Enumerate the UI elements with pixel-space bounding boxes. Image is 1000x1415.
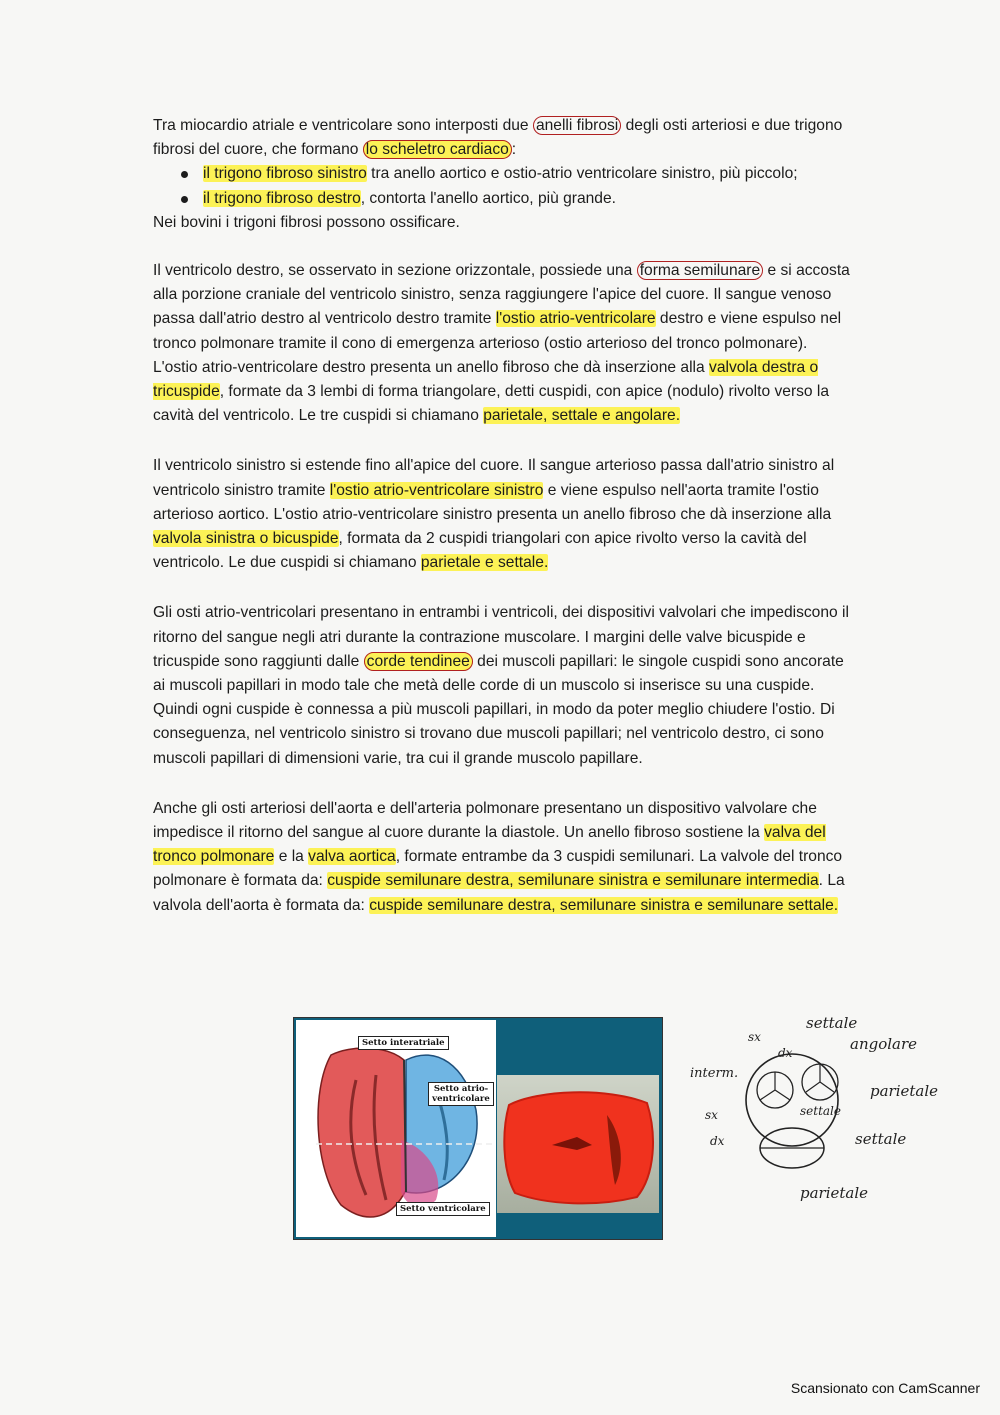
heart-illustration bbox=[296, 1020, 496, 1237]
label-setto-ventricolare: Setto ventricolare bbox=[396, 1202, 490, 1216]
heart-photo bbox=[497, 1075, 659, 1213]
sketch-label-interm: interm. bbox=[690, 1066, 739, 1081]
bullet-list bbox=[153, 162, 853, 210]
scanner-watermark: Scansionato con CamScanner bbox=[790, 1380, 980, 1396]
paragraph-osti-arteriosi: Anche gli osti arteriosi dell'aorta e dell'arteria polmonare presentano un dispositivo valvolare che impedisce il ritorno del sangue al cuore durante la diastole. Un anello fibroso sostiene la valva del tronco polmonare e la valva aortica, formate entrambe da 3 cuspidi semilunari. La valvole del tronco polmonare è formata da: cuspide semilunare destra, semilunare sinistra e semilunare intermedia. La valvola dell'aorta è formata da: cuspide semilunare destra, semilunare sinistra e semilunare settale. bbox=[153, 799, 845, 914]
term-trigono-destro: il trigono fibroso destro bbox=[203, 189, 361, 207]
term-trigono-sinistro: il trigono fibroso sinistro bbox=[203, 165, 367, 183]
sketch-label-settale-small: settale bbox=[800, 1104, 841, 1118]
sketch-label-angolare: angolare bbox=[850, 1035, 918, 1053]
list-item: il trigono fibroso destro, contorta l'anello aortico, più grande. bbox=[181, 187, 853, 211]
heart-section-photo bbox=[497, 1075, 659, 1213]
sketch-label-settale-top: settale bbox=[806, 1014, 858, 1032]
sketch-label-sx-left: sx bbox=[705, 1108, 718, 1122]
document-text bbox=[153, 114, 853, 944]
sketch-label-parietale-bottom: parietale bbox=[800, 1184, 869, 1202]
paragraph-skeleton: Tra miocardio atriale e ventricolare sono interposti due anelli fibrosi degli osti arteriosi e due trigono fibrosi del cuore, che formano lo scheletro cardiaco : bbox=[153, 117, 843, 159]
term-scheletro-cardiaco: lo scheletro cardiaco bbox=[363, 140, 512, 159]
list-item: il trigono fibroso sinistro tra anello aortico e ostio-atrio ventricolare sinistro, più piccolo; bbox=[181, 162, 853, 186]
term-anelli-fibrosi: anelli fibrosi bbox=[533, 116, 621, 135]
sketch-label-dx-left: dx bbox=[710, 1134, 725, 1148]
heart-figure bbox=[293, 1017, 663, 1240]
sketch-label-sx-top: sx bbox=[748, 1030, 761, 1044]
paragraph-ventricolo-sinistro: Il ventricolo sinistro si estende fino all'apice del cuore. Il sangue arterioso passa dall'atrio sinistro al ventricolo sinistro tramite l'ostio atrio-ventricolare sinistro e viene espulso nell'aorta tramite l'ostio arterioso aortico. L'ostio atrio-ventricolare sinistro presenta un anello fibroso che dà inserzione alla valvola sinistra o bicuspide, formata da 2 cuspidi triangolari con apice rivolto verso la cavità del ventricolo. Le due cuspidi si chiamano parietale e settale. bbox=[153, 457, 835, 572]
paragraph-osti-atrioventricolari: Gli osti atrio-ventricolari presentano in entrambi i ventricoli, dei dispositivi valvolari che impediscono il ritorno del sangue negli atri durante la contrazione muscolare. I margini delle valve bicuspide e tricuspide sono raggiunti dalle corde tendinee dei muscoli papillari: le singole cuspidi sono ancorate ai muscoli papillari in modo tale che metà delle corde di un muscolo si inserisce su una cuspide. Quindi ogni cuspide è connessa a più muscoli papillari, in modo da poter meglio chiudere l'ostio. Di conseguenza, nel ventricolo sinistro si trovano due muscoli papillari; nel ventricolo destro, ci sono muscoli papillari di dimensioni varie, tra cui il grande muscolo papillare. bbox=[153, 604, 849, 767]
sketch-label-settale-right: settale bbox=[855, 1130, 907, 1148]
paragraph-bovini: Nei bovini i trigoni fibrosi possono ossificare. bbox=[153, 213, 460, 231]
sketch-label-dx-top: dx bbox=[778, 1046, 793, 1060]
paragraph-ventricolo-destro: Il ventricolo destro, se osservato in sezione orizzontale, possiede una forma semilunare e si accosta alla porzione craniale del ventricolo sinistro, senza raggiungere l'apice del cuore. Il sangue venoso passa dall'atrio destro al ventricolo destro tramite l'ostio atrio-ventricolare destro e viene espulso nel tronco polmonare tramite il cono di emergenza arterioso (ostio arterioso del tronco polmonare). L'ostio atrio-ventricolare destro presenta un anello fibroso che dà inserzione alla valvola destra o tricuspide, formate da 3 lembi di forma triangolare, detti cuspidi, con apice (nodulo) rivolto verso la cavità del ventricolo. Le tre cuspidi si chiamano parietale, settale e angolare. bbox=[153, 262, 850, 425]
sketch-label-parietale-right: parietale bbox=[870, 1082, 939, 1100]
label-setto-atrioventricolare: Setto atrio-ventricolare bbox=[428, 1082, 494, 1106]
label-setto-interatriale: Setto interatriale bbox=[358, 1036, 449, 1050]
